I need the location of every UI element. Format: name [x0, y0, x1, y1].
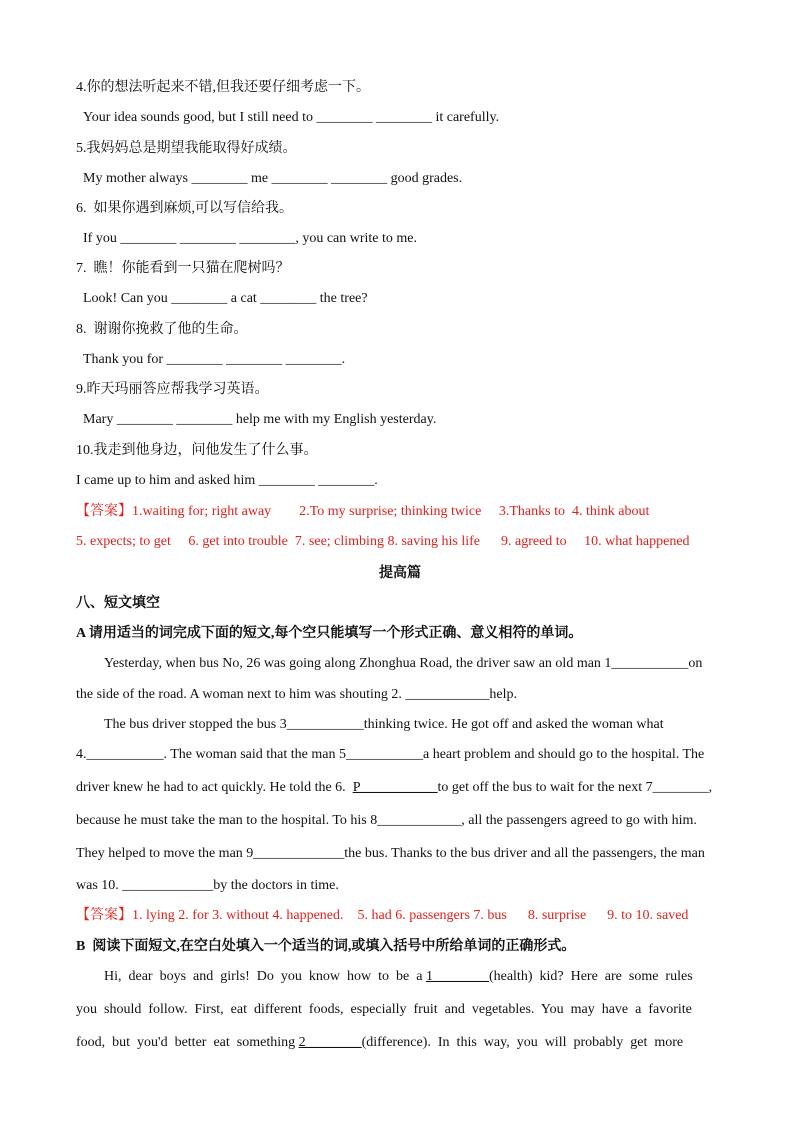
question-4-en: Your idea sounds good, but I still need to ________ ________ it carefully.	[83, 110, 500, 125]
question-5-cn: 5.我妈妈总是期望我能取得好成绩。	[76, 141, 297, 156]
passage-a-line-1: Yesterday, when bus No, 26 was going along Zhonghua Road, the driver saw an old man 1___________on	[104, 656, 703, 671]
question-9-en: Mary ________ ________ help me with my English yesterday.	[83, 412, 437, 427]
passage-b-line-2: you should follow. First, eat different foods, especially fruit and vegetables. You may have a favorite	[76, 1002, 692, 1017]
question-8-cn: 8. 谢谢你挽救了他的生命。	[76, 322, 248, 337]
question-4-cn: 4.你的想法听起来不错,但我还要仔细考虑一下。	[76, 80, 370, 95]
answer-key-a: 【答案】1. lying 2. for 3. without 4. happened. 5. had 6. passengers 7. bus 8. surprise 9. to 10. saved	[76, 908, 689, 923]
passage-b-line-1-post: (health) kid? Here are some rules	[488, 969, 693, 984]
answer-key-line-1: 【答案】1.waiting for; right away 2.To my surprise; thinking twice 3.Thanks to 4. think about	[76, 504, 650, 519]
section-title: 提高篇	[379, 566, 421, 581]
passage-a-line-5-text: driver knew he had to act quickly. He told the 6.	[76, 780, 346, 795]
passage-b-line-3-pre: food, but you'd better eat something	[76, 1035, 299, 1050]
passage-a-line-8: was 10. _____________by the doctors in time.	[76, 878, 339, 893]
blank-1-b: 1________	[425, 969, 489, 984]
question-8-en: Thank you for ________ ________ ________.	[83, 352, 346, 367]
question-9-cn: 9.昨天玛丽答应帮我学习英语。	[76, 382, 269, 397]
passage-a-line-3: The bus driver stopped the bus 3___________thinking twice. He got off and asked the woman what	[104, 717, 664, 732]
passage-b-line-1	[104, 968, 693, 986]
passage-b-line-1-pre: Hi, dear boys and girls! Do you know how to be a	[104, 969, 426, 984]
passage-a-line-2: the side of the road. A woman next to him was shouting 2. ____________help.	[76, 687, 517, 702]
passage-b-line-3	[76, 1034, 683, 1052]
question-10-en: I came up to him and asked him ________ ________.	[76, 473, 378, 488]
question-6-en: If you ________ ________ ________, you can write to me.	[83, 231, 418, 246]
passage-a-line-7: They helped to move the man 9_____________the bus. Thanks to the bus driver and all the passengers, the man	[76, 846, 705, 861]
question-7-cn: 7. 瞧！你能看到一只猫在爬树吗？	[76, 261, 290, 276]
answer-key-line-2: 5. expects; to get 6. get into trouble 7. see; climbing 8. saving his life 9. agreed to 10. what happened	[76, 534, 690, 549]
passage-a-line-5	[76, 779, 712, 797]
part-title: 八、短文填空	[76, 596, 160, 611]
part-a-instruction: A 请用适当的词完成下面的短文,每个空只能填写一个形式正确、意义相符的单词。	[76, 626, 583, 641]
question-6-cn: 6. 如果你遇到麻烦,可以写信给我。	[76, 201, 293, 216]
passage-a-line-6: because he must take the man to the hospital. To his 8____________, all the passengers agreed to go with him.	[76, 813, 697, 828]
passage-a-line-4: 4.___________. The woman said that the man 5___________a heart problem and should go to the hospital. The	[76, 747, 705, 762]
question-5-en: My mother always ________ me ________ ________ good grades.	[83, 171, 463, 186]
passage-b-line-3-post: (difference). In this way, you will probably get more	[361, 1035, 684, 1050]
blank-6-hint: P___________	[352, 780, 438, 795]
part-b-instruction: B 阅读下面短文,在空白处填入一个适当的词,或填入括号中所给单词的正确形式。	[76, 939, 576, 954]
question-7-en: Look! Can you ________ a cat ________ the tree?	[83, 291, 368, 306]
question-10-cn: 10.我走到他身边，问他发生了什么事。	[76, 443, 318, 458]
passage-a-line-5-rest: to get off the bus to wait for the next 7________,	[437, 780, 713, 795]
blank-2-b: 2________	[298, 1035, 362, 1050]
